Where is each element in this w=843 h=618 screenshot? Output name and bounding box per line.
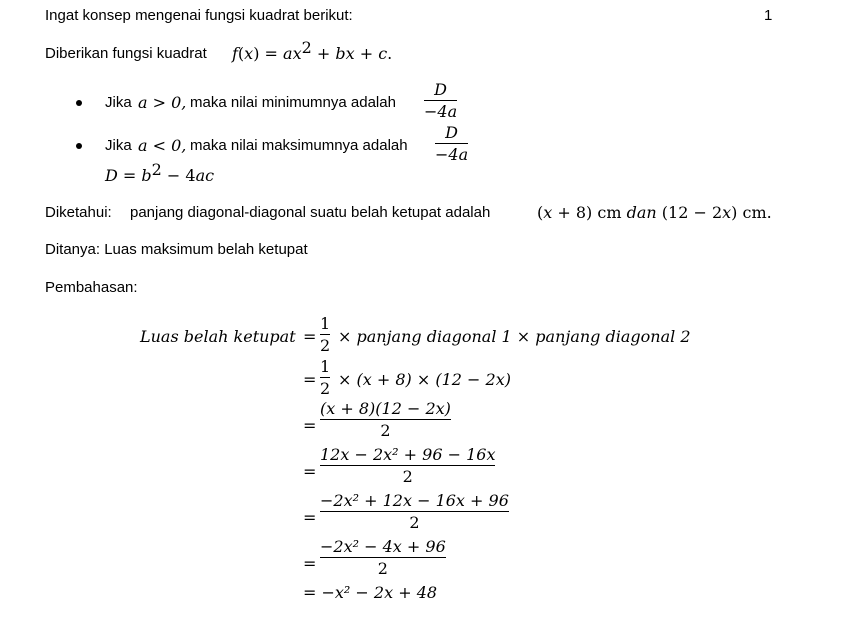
fraction-numerator: 1 xyxy=(320,314,331,333)
fraction-bar xyxy=(435,143,468,144)
page-number: 1 xyxy=(764,7,773,24)
fraction-bar xyxy=(424,100,457,101)
fraction-numerator: 12x − 2x² + 96 − 16x xyxy=(320,445,496,464)
given-function: $f(x) = ax^2$ + bx + c. xyxy=(232,38,393,63)
bullet-dot xyxy=(76,100,82,106)
discussion-label: Pembahasan: xyxy=(45,279,138,296)
intro-text: Ingat konsep mengenai fungsi kuadrat berikut: xyxy=(45,7,353,24)
fraction-bar xyxy=(320,557,446,558)
fraction-denominator: −4a xyxy=(424,102,458,121)
derivation-line2-rest: × (x + 8) × (12 − 2x) xyxy=(338,370,511,389)
fraction-numerator: 1 xyxy=(320,357,331,376)
fraction-bar xyxy=(320,334,330,335)
bullet-1-fraction xyxy=(424,80,457,121)
fraction-bar xyxy=(320,465,495,466)
fraction-bar xyxy=(320,419,451,420)
equals-sign: = xyxy=(303,508,317,527)
equals-sign: = xyxy=(303,462,317,481)
fraction-denominator: 2 xyxy=(380,421,391,440)
bullet-2-text: maka nilai maksimumnya adalah xyxy=(190,137,408,154)
derivation-line1-fraction xyxy=(320,314,330,355)
bullet-2-prefix: Jika xyxy=(105,137,132,154)
fraction-denominator: 2 xyxy=(320,336,331,355)
fraction-numerator: −2x² − 4x + 96 xyxy=(320,537,446,556)
known-label: Diketahui: xyxy=(45,204,112,221)
derivation-line2-fraction xyxy=(320,357,330,398)
bullet-1-condition: a > 0, xyxy=(138,93,187,112)
derivation-lhs: Luas belah ketupat xyxy=(140,327,296,346)
derivation-line7: = −x² − 2x + 48 xyxy=(303,583,438,602)
bullet-1-text: maka nilai minimumnya adalah xyxy=(190,94,396,111)
equals-sign: = xyxy=(303,370,317,389)
bullet-dot xyxy=(76,143,82,149)
derivation-line6-fraction xyxy=(320,537,446,578)
fraction-numerator: (x + 8)(12 − 2x) xyxy=(320,399,451,418)
bullet-2-condition: a < 0, xyxy=(138,136,187,155)
known-expression: (x + 8) cm dan (12 − 2x) cm. xyxy=(537,203,772,222)
fraction-denominator: 2 xyxy=(377,559,388,578)
derivation-line5-fraction xyxy=(320,491,509,532)
fraction-numerator: D xyxy=(434,80,447,99)
fraction-denominator: −4a xyxy=(435,145,469,164)
derivation-line3-fraction xyxy=(320,399,451,440)
known-text: panjang diagonal-diagonal suatu belah ketupat adalah xyxy=(130,204,491,221)
bullet-2-fraction xyxy=(435,123,468,164)
fraction-numerator: D xyxy=(445,123,458,142)
equals-sign: = xyxy=(303,327,317,346)
derivation-line4-fraction xyxy=(320,445,495,486)
given-text: Diberikan fungsi kuadrat xyxy=(45,45,207,62)
fraction-denominator: 2 xyxy=(409,513,420,532)
bullet-1-prefix: Jika xyxy=(105,94,132,111)
asked-text: Ditanya: Luas maksimum belah ketupat xyxy=(45,241,308,258)
equals-sign: = xyxy=(303,416,317,435)
fraction-denominator: 2 xyxy=(402,467,413,486)
derivation-line1-rest: × panjang diagonal 1 × panjang diagonal 2 xyxy=(338,327,691,346)
discriminant-formula: $D = b^2 - 4ac$ xyxy=(105,160,215,185)
fraction-bar xyxy=(320,377,330,378)
fraction-bar xyxy=(320,511,509,512)
fraction-numerator: −2x² + 12x − 16x + 96 xyxy=(320,491,509,510)
equals-sign: = xyxy=(303,554,317,573)
fraction-denominator: 2 xyxy=(320,379,331,398)
